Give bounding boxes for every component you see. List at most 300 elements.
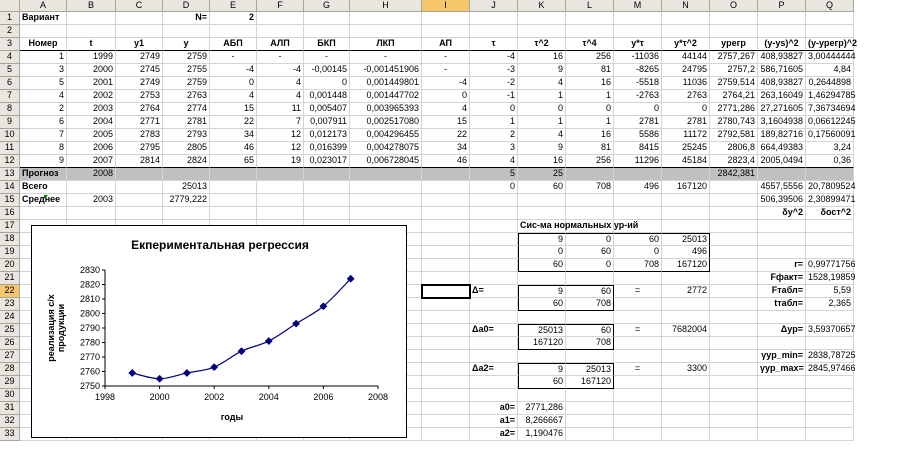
cell-m33[interactable] [614,428,662,441]
cell-b11[interactable]: 2006 [67,142,116,155]
cell-k15[interactable] [518,194,566,207]
cell-f8[interactable]: 11 [257,103,304,116]
cell-o25[interactable] [710,324,758,337]
cell-g5[interactable]: -0,00145 [304,64,350,77]
cell-j3[interactable]: τ [470,38,518,51]
row-header-10[interactable]: 10 [0,129,20,142]
cell-i11[interactable]: 34 [422,142,470,155]
row-header-29[interactable]: 29 [0,376,20,389]
cell-n6[interactable]: 11036 [662,77,710,90]
cell-q13[interactable] [806,168,854,181]
cell-d3[interactable]: y [163,38,210,51]
cell-n9[interactable]: 2781 [662,116,710,129]
cell-c14[interactable] [116,181,163,194]
cell-c3[interactable]: y1 [116,38,163,51]
cell-h2[interactable] [350,25,422,38]
cell-q15[interactable]: 2,30899471 [806,194,854,207]
cell-b6[interactable]: 2001 [67,77,116,90]
cell-i32[interactable] [422,415,470,428]
cell-k28[interactable]: 9 [518,363,566,376]
cell-f15[interactable] [257,194,304,207]
cell-d12[interactable]: 2824 [163,155,210,168]
cell-j24[interactable] [470,311,518,324]
row-header-13[interactable]: 13 [0,168,20,181]
row-header-23[interactable]: 23 [0,298,20,311]
cell-q25[interactable]: 3,59370657 [806,324,854,337]
column-header-f[interactable]: F [257,0,304,12]
cell-n11[interactable]: 25245 [662,142,710,155]
cell-a9[interactable]: 6 [20,116,67,129]
cell-l33[interactable] [566,428,614,441]
cell-f9[interactable]: 7 [257,116,304,129]
cell-l15[interactable] [566,194,614,207]
cell-m29[interactable] [614,376,662,389]
cell-d2[interactable] [163,25,210,38]
cell-l28[interactable]: 25013 [566,363,614,376]
cell-q3[interactable]: (y-yрегр)^2 [806,38,854,51]
cell-f5[interactable]: -4 [257,64,304,77]
cell-p28[interactable]: γyp_max= [758,363,806,376]
cell-h9[interactable]: 0,002517080 [350,116,422,129]
cell-f6[interactable]: 4 [257,77,304,90]
cell-q2[interactable] [806,25,854,38]
cell-d14[interactable]: 25013 [163,181,210,194]
cell-o9[interactable]: 2780,743 [710,116,758,129]
cell-o7[interactable]: 2764,21 [710,90,758,103]
cell-n20[interactable]: 167120 [662,259,710,272]
cell-k14[interactable]: 60 [518,181,566,194]
cell-i15[interactable] [422,194,470,207]
cell-m15[interactable] [614,194,662,207]
cell-l4[interactable]: 256 [566,51,614,64]
cell-n22[interactable]: 2772 [662,285,710,298]
cell-q18[interactable] [806,233,854,246]
cell-n2[interactable] [662,25,710,38]
cell-i30[interactable] [422,389,470,402]
row-header-30[interactable]: 30 [0,389,20,402]
cell-o30[interactable] [710,389,758,402]
column-header-g[interactable]: G [304,0,350,12]
row-header-9[interactable]: 9 [0,116,20,129]
cell-b7[interactable]: 2002 [67,90,116,103]
cell-q29[interactable] [806,376,854,389]
cell-n18[interactable]: 25013 [662,233,710,246]
cell-i10[interactable]: 22 [422,129,470,142]
row-header-21[interactable]: 21 [0,272,20,285]
cell-j9[interactable]: 1 [470,116,518,129]
cell-q27[interactable]: 2838,78725 [806,350,854,363]
cell-o16[interactable] [710,207,758,220]
cell-f10[interactable]: 12 [257,129,304,142]
cell-l27[interactable] [566,350,614,363]
row-header-6[interactable]: 6 [0,77,20,90]
cell-k6[interactable]: 4 [518,77,566,90]
cell-p33[interactable] [758,428,806,441]
cell-g12[interactable]: 0,023017 [304,155,350,168]
cell-i20[interactable] [422,259,470,272]
cell-q32[interactable] [806,415,854,428]
cell-o1[interactable] [710,12,758,25]
cell-a3[interactable]: Номер [20,38,67,51]
cell-q12[interactable]: 0,36 [806,155,854,168]
cell-o26[interactable] [710,337,758,350]
cell-i9[interactable]: 15 [422,116,470,129]
cell-j33[interactable]: a2= [470,428,518,441]
cell-j29[interactable] [470,376,518,389]
cell-p3[interactable]: (y-ys)^2 [758,38,806,51]
cell-m31[interactable] [614,402,662,415]
cell-n13[interactable] [662,168,710,181]
cell-k32[interactable]: 8,266667 [518,415,566,428]
cell-o2[interactable] [710,25,758,38]
cell-c15[interactable] [116,194,163,207]
cell-g16[interactable] [304,207,350,220]
cell-m22[interactable]: = [614,285,662,298]
cell-o19[interactable] [710,246,758,259]
cell-i2[interactable] [422,25,470,38]
cell-c13[interactable] [116,168,163,181]
cell-m28[interactable]: = [614,363,662,376]
cell-p17[interactable] [758,220,806,233]
cell-o12[interactable]: 2823,4 [710,155,758,168]
cell-d16[interactable] [163,207,210,220]
cell-e8[interactable]: 15 [210,103,257,116]
cell-i33[interactable] [422,428,470,441]
cell-i6[interactable]: -4 [422,77,470,90]
cell-n16[interactable] [662,207,710,220]
cell-j11[interactable]: 3 [470,142,518,155]
cell-q16[interactable]: δост^2 [806,207,854,220]
cell-a15[interactable]: Среднее [20,194,67,207]
cell-o8[interactable]: 2771,286 [710,103,758,116]
cell-m23[interactable] [614,298,662,311]
cell-k30[interactable] [518,389,566,402]
cell-l9[interactable]: 1 [566,116,614,129]
cell-q33[interactable] [806,428,854,441]
cell-e14[interactable] [210,181,257,194]
cell-j22[interactable]: Δ= [470,285,518,298]
cell-i7[interactable]: 0 [422,90,470,103]
cell-k31[interactable]: 2771,286 [518,402,566,415]
row-header-2[interactable]: 2 [0,25,20,38]
cell-j6[interactable]: -2 [470,77,518,90]
cell-m13[interactable] [614,168,662,181]
cell-p4[interactable]: 408,93827 [758,51,806,64]
row-header-8[interactable]: 8 [0,103,20,116]
cell-n21[interactable] [662,272,710,285]
cell-j13[interactable]: 5 [470,168,518,181]
cell-e15[interactable] [210,194,257,207]
cell-n24[interactable] [662,311,710,324]
cell-g7[interactable]: 0,001448 [304,90,350,103]
cell-j8[interactable]: 0 [470,103,518,116]
cell-c4[interactable]: 2749 [116,51,163,64]
cell-a8[interactable]: 2 [20,103,67,116]
cell-i26[interactable] [422,337,470,350]
cell-m27[interactable] [614,350,662,363]
cell-k4[interactable]: 16 [518,51,566,64]
cell-m8[interactable]: 0 [614,103,662,116]
cell-a12[interactable]: 9 [20,155,67,168]
column-header-m[interactable]: M [614,0,662,12]
cell-o13[interactable]: 2842,381 [710,168,758,181]
cell-e4[interactable]: - [210,51,257,64]
cell-f4[interactable]: - [257,51,304,64]
cell-p29[interactable] [758,376,806,389]
cell-d9[interactable]: 2781 [163,116,210,129]
cell-l29[interactable]: 167120 [566,376,614,389]
cell-j31[interactable]: a0= [470,402,518,415]
cell-j26[interactable] [470,337,518,350]
cell-m6[interactable]: -5518 [614,77,662,90]
row-header-19[interactable]: 19 [0,246,20,259]
cell-n10[interactable]: 11172 [662,129,710,142]
cell-o28[interactable] [710,363,758,376]
cell-k12[interactable]: 16 [518,155,566,168]
cell-i3[interactable]: АП [422,38,470,51]
row-header-4[interactable]: 4 [0,51,20,64]
cell-p16[interactable]: δy^2 [758,207,806,220]
cell-e16[interactable] [210,207,257,220]
cell-h12[interactable]: 0,006728045 [350,155,422,168]
row-header-20[interactable]: 20 [0,259,20,272]
cell-e10[interactable]: 34 [210,129,257,142]
cell-p1[interactable] [758,12,806,25]
cell-o23[interactable] [710,298,758,311]
cell-k2[interactable] [518,25,566,38]
cell-n25[interactable]: 7682004 [662,324,710,337]
cell-l12[interactable]: 256 [566,155,614,168]
cell-j21[interactable] [470,272,518,285]
row-header-28[interactable]: 28 [0,363,20,376]
cell-o15[interactable] [710,194,758,207]
cell-g2[interactable] [304,25,350,38]
cell-c9[interactable]: 2771 [116,116,163,129]
cell-l11[interactable]: 81 [566,142,614,155]
cell-l3[interactable]: τ^4 [566,38,614,51]
cell-k3[interactable]: τ^2 [518,38,566,51]
cell-m24[interactable] [614,311,662,324]
cell-k25[interactable]: 25013 [518,324,566,337]
row-header-14[interactable]: 14 [0,181,20,194]
cell-o4[interactable]: 2757,267 [710,51,758,64]
cell-k19[interactable]: 0 [518,246,566,259]
cell-n14[interactable]: 167120 [662,181,710,194]
cell-p23[interactable]: tтабл= [758,298,806,311]
cell-p26[interactable] [758,337,806,350]
cell-a4[interactable]: 1 [20,51,67,64]
cell-d5[interactable]: 2755 [163,64,210,77]
cell-q17[interactable] [806,220,854,233]
cell-o29[interactable] [710,376,758,389]
cell-k23[interactable]: 60 [518,298,566,311]
cell-l17[interactable] [566,220,614,233]
cell-l30[interactable] [566,389,614,402]
row-header-17[interactable]: 17 [0,220,20,233]
cell-i23[interactable] [422,298,470,311]
cell-m4[interactable]: -11036 [614,51,662,64]
cell-d8[interactable]: 2774 [163,103,210,116]
cell-m25[interactable]: = [614,324,662,337]
cell-e9[interactable]: 22 [210,116,257,129]
cell-f12[interactable]: 19 [257,155,304,168]
cell-m5[interactable]: -8265 [614,64,662,77]
cell-k26[interactable]: 167120 [518,337,566,350]
cell-b3[interactable]: t [67,38,116,51]
cell-q21[interactable]: 1528,19859 [806,272,854,285]
cell-k24[interactable] [518,311,566,324]
cell-n33[interactable] [662,428,710,441]
cell-i22[interactable] [422,285,470,298]
cell-q19[interactable] [806,246,854,259]
cell-e5[interactable]: -4 [210,64,257,77]
cell-l25[interactable]: 60 [566,324,614,337]
cell-b4[interactable]: 1999 [67,51,116,64]
cell-p21[interactable]: Fфакт= [758,272,806,285]
cell-o3[interactable]: yрегр [710,38,758,51]
cell-i13[interactable] [422,168,470,181]
row-header-26[interactable]: 26 [0,337,20,350]
cell-p27[interactable]: γyp_min= [758,350,806,363]
row-header-33[interactable]: 33 [0,428,20,441]
cell-i17[interactable] [422,220,470,233]
cell-i4[interactable]: - [422,51,470,64]
cell-j12[interactable]: 4 [470,155,518,168]
cell-i5[interactable]: - [422,64,470,77]
cell-j28[interactable]: Δa2= [470,363,518,376]
cell-i25[interactable] [422,324,470,337]
cell-j25[interactable]: Δa0= [470,324,518,337]
column-header-e[interactable]: E [210,0,257,12]
cell-e6[interactable]: 0 [210,77,257,90]
cell-b10[interactable]: 2005 [67,129,116,142]
cell-n32[interactable] [662,415,710,428]
cell-j32[interactable]: a1= [470,415,518,428]
cell-i16[interactable] [422,207,470,220]
cell-o22[interactable] [710,285,758,298]
cell-q22[interactable]: 5,59 [806,285,854,298]
cell-i29[interactable] [422,376,470,389]
row-header-18[interactable]: 18 [0,233,20,246]
cell-q20[interactable]: 0,99771756 [806,259,854,272]
cell-p18[interactable] [758,233,806,246]
select-all-corner[interactable] [0,0,20,12]
column-header-o[interactable]: O [710,0,758,12]
cell-l5[interactable]: 81 [566,64,614,77]
cell-d10[interactable]: 2793 [163,129,210,142]
cell-g13[interactable] [304,168,350,181]
cell-m14[interactable]: 496 [614,181,662,194]
cell-m10[interactable]: 5586 [614,129,662,142]
cell-e2[interactable] [210,25,257,38]
cell-j4[interactable]: -4 [470,51,518,64]
cell-q6[interactable]: 0,2644898 [806,77,854,90]
cell-q26[interactable] [806,337,854,350]
cell-q14[interactable]: 20,7809524 [806,181,854,194]
cell-i27[interactable] [422,350,470,363]
cell-p7[interactable]: 263,16049 [758,90,806,103]
cell-k20[interactable]: 60 [518,259,566,272]
cell-f13[interactable] [257,168,304,181]
cell-n8[interactable]: 0 [662,103,710,116]
cell-h8[interactable]: 0,003965393 [350,103,422,116]
cell-o14[interactable] [710,181,758,194]
cell-g15[interactable] [304,194,350,207]
column-header-q[interactable]: Q [806,0,854,12]
cell-h11[interactable]: 0,004278075 [350,142,422,155]
cell-m2[interactable] [614,25,662,38]
cell-f16[interactable] [257,207,304,220]
cell-e1[interactable]: 2 [210,12,257,25]
cell-h16[interactable] [350,207,422,220]
cell-g4[interactable]: - [304,51,350,64]
row-header-11[interactable]: 11 [0,142,20,155]
cell-o6[interactable]: 2759,514 [710,77,758,90]
cell-l26[interactable]: 708 [566,337,614,350]
cell-f7[interactable]: 4 [257,90,304,103]
cell-n29[interactable] [662,376,710,389]
cell-k1[interactable] [518,12,566,25]
cell-p2[interactable] [758,25,806,38]
cell-l19[interactable]: 60 [566,246,614,259]
cell-c2[interactable] [116,25,163,38]
cell-n19[interactable]: 496 [662,246,710,259]
cell-p8[interactable]: 27,271605 [758,103,806,116]
cell-f1[interactable] [257,12,304,25]
cell-m30[interactable] [614,389,662,402]
cell-k16[interactable] [518,207,566,220]
cell-m3[interactable]: y*τ [614,38,662,51]
cell-i1[interactable] [422,12,470,25]
cell-l18[interactable]: 0 [566,233,614,246]
cell-a16[interactable] [20,207,67,220]
cell-g1[interactable] [304,12,350,25]
cell-p13[interactable] [758,168,806,181]
cell-j5[interactable]: -3 [470,64,518,77]
cell-e12[interactable]: 65 [210,155,257,168]
cell-o17[interactable] [710,220,758,233]
cell-h13[interactable] [350,168,422,181]
column-header-j[interactable]: J [470,0,518,12]
cell-n15[interactable] [662,194,710,207]
cell-q5[interactable]: 4,84 [806,64,854,77]
cell-d4[interactable]: 2759 [163,51,210,64]
cell-e11[interactable]: 46 [210,142,257,155]
cell-f3[interactable]: АЛП [257,38,304,51]
cell-q11[interactable]: 3,24 [806,142,854,155]
cell-a14[interactable]: Всего [20,181,67,194]
row-header-1[interactable]: 1 [0,12,20,25]
cell-i14[interactable] [422,181,470,194]
cell-g9[interactable]: 0,007911 [304,116,350,129]
cell-i21[interactable] [422,272,470,285]
cell-k21[interactable] [518,272,566,285]
cell-j18[interactable] [470,233,518,246]
cell-p9[interactable]: 3,1604938 [758,116,806,129]
cell-h6[interactable]: 0,001449801 [350,77,422,90]
regression-chart[interactable] [31,225,407,438]
cell-j16[interactable] [470,207,518,220]
cell-l31[interactable] [566,402,614,415]
cell-n27[interactable] [662,350,710,363]
cell-k11[interactable]: 9 [518,142,566,155]
cell-k33[interactable]: 1,190476 [518,428,566,441]
row-header-25[interactable]: 25 [0,324,20,337]
cell-b8[interactable]: 2003 [67,103,116,116]
cell-a6[interactable]: 5 [20,77,67,90]
cell-i24[interactable] [422,311,470,324]
cell-n23[interactable] [662,298,710,311]
